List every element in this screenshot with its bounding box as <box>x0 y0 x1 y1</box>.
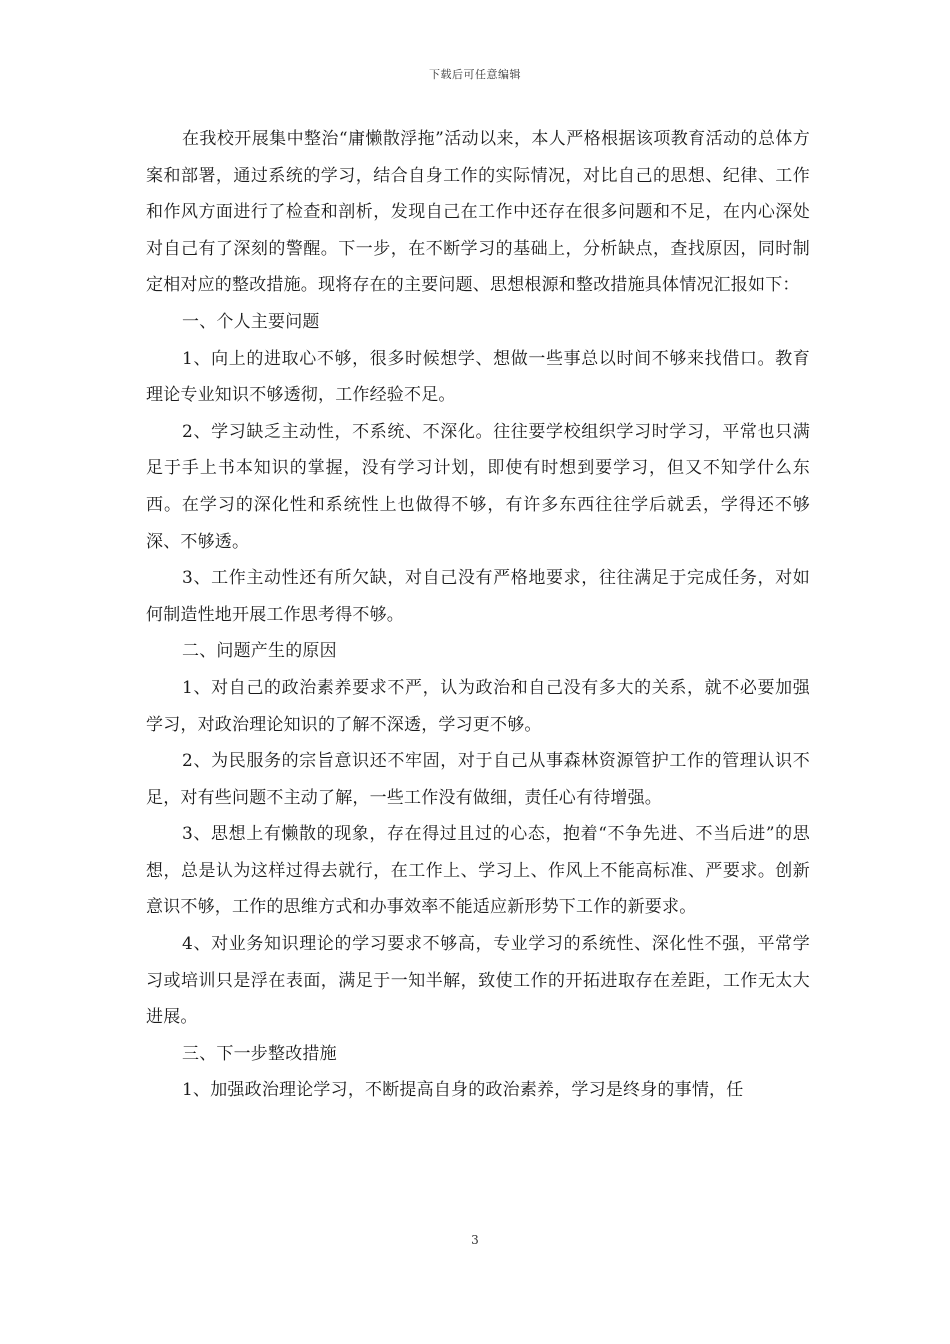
paragraph-cause-1: 1、对自己的政治素养要求不严，认为政治和自己没有多大的关系，就不必要加强学习，对政治理论知识的了解不深透，学习更不够。 <box>146 677 810 735</box>
section-heading-causes: 二、问题产生的原因 <box>182 641 337 662</box>
page-number: 3 <box>471 1233 479 1247</box>
paragraph-measure-1: 1、加强政治理论学习，不断提高自身的政治素养，学习是终身的事情，任 <box>182 1080 744 1101</box>
paragraph-cause-4: 4、对业务知识理论的学习要求不够高，专业学习的系统性、深化性不强，平常学习或培训只是浮在表面，满足于一知半解，致使工作的开拓进取存在差距，工作无太大进展。 <box>146 934 810 1028</box>
paragraph-problem-3: 3、工作主动性还有所欠缺，对自己没有严格地要求，往往满足于完成任务，对如何制造性地开展工作思考得不够。 <box>146 568 810 625</box>
page-header: 下载后可任意编辑 <box>429 68 521 81</box>
paragraph-problem-2: 2、学习缺乏主动性，不系统、不深化。往往要学校组织学习时学习，平常也只满足于手上书本知识的掌握，没有学习计划，即使有时想到要学习，但又不知学什么东西。在学习的深化性和系统性上也做得不够，有许多东西往往学后就丢，学得还不够深、不够透。 <box>146 421 810 552</box>
paragraph-cause-3: 3、思想上有懒散的现象，存在得过且过的心态，抱着“不争先进、不当后进”的思想，总是认为这样过得去就行，在工作上、学习上、作风上不能高标准、严要求。创新意识不够，工作的思维方式和办事效率不能适应新形势下工作的新要求。 <box>146 824 810 918</box>
paragraph-problem-1: 1、向上的进取心不够，很多时候想学、想做一些事总以时间不够来找借口。教育理论专业知识不够透彻，工作经验不足。 <box>146 348 810 406</box>
section-heading-measures: 三、下一步整改措施 <box>182 1043 337 1064</box>
paragraph-cause-2: 2、为民服务的宗旨意识还不牢固，对于自己从事森林资源管护工作的管理认识不足，对有些问题不主动了解，一些工作没有做细，责任心有待增强。 <box>146 751 810 808</box>
section-heading-problems: 一、个人主要问题 <box>182 311 320 332</box>
paragraph-intro: 在我校开展集中整治“庸懒散浮拖”活动以来，本人严格根据该项教育活动的总体方案和部署，通过系统的学习，结合自身工作的实际情况，对比自己的思想、纪律、工作和作风方面进行了检查和剖析，发现自己在工作中还存在很多问题和不足，在内心深处对自己有了深刻的警醒。下一步，在不断学习的基础上，分析缺点，查找原因，同时制定相对应的整改措施。现将存在的主要问题、思想根源和整改措施具体情况汇报如下： <box>146 129 810 296</box>
document-body <box>146 121 810 1109</box>
